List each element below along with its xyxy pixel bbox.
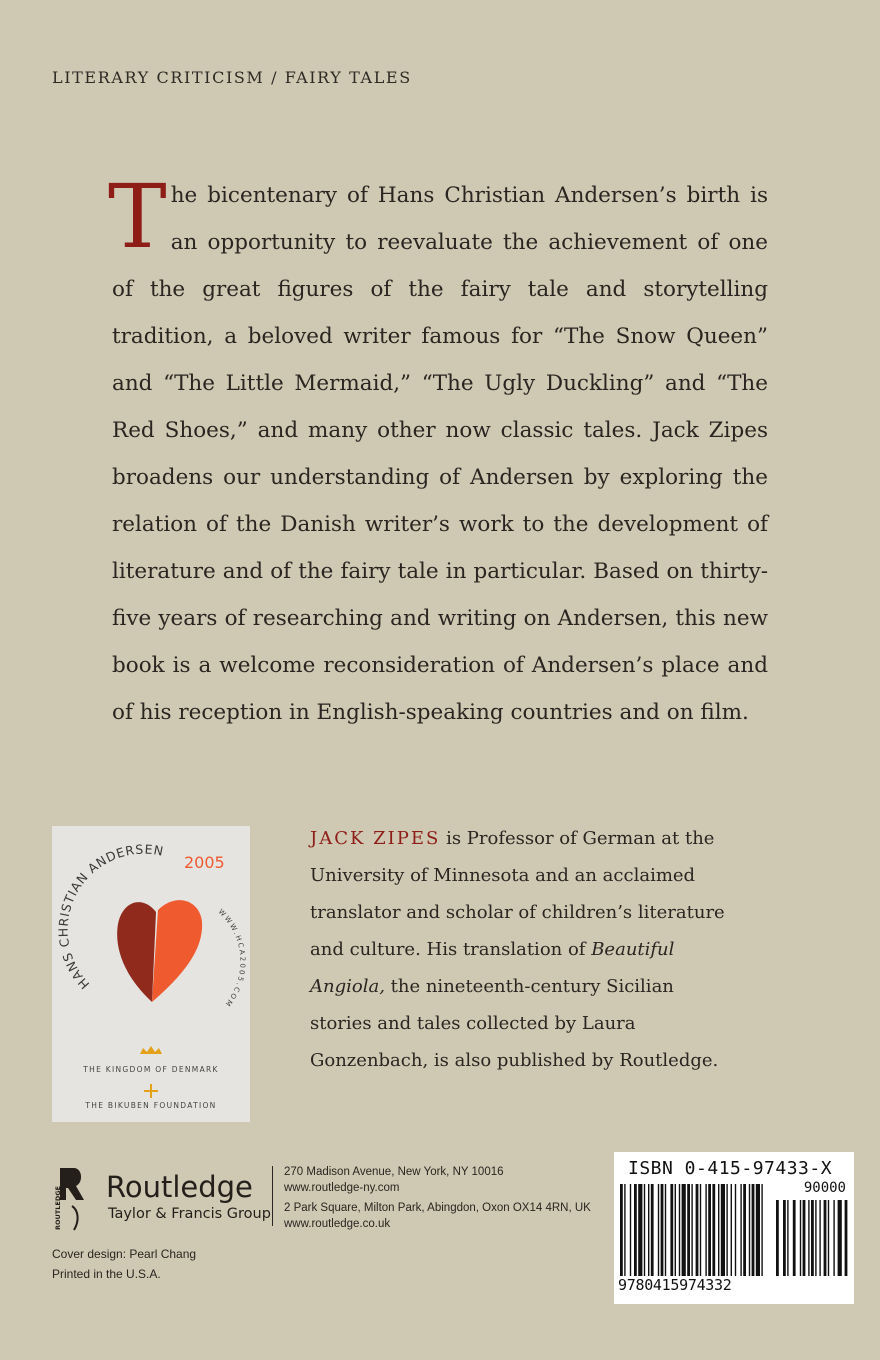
barcode-bar — [828, 1200, 829, 1276]
drop-cap: T — [108, 165, 167, 268]
bio-text-before: is Professor of German at the University of Minnesota and an acclaimed translator and scholar of children’s literature and culture. His translation of — [310, 828, 725, 960]
credits — [52, 1244, 196, 1284]
hca-2005-logo — [52, 826, 250, 1122]
bio-text — [310, 820, 730, 1079]
barcode-bar — [800, 1200, 801, 1276]
barcode-bar — [696, 1184, 699, 1276]
address-uk: 2 Park Square, Milton Park, Abingdon, Oxon OX14 4RN, UK — [284, 1202, 591, 1214]
barcode-bar — [665, 1184, 666, 1276]
crown-icon — [140, 1046, 162, 1054]
barcode-bar — [620, 1184, 623, 1276]
barcode-bar — [682, 1184, 686, 1276]
barcode-bar — [630, 1184, 631, 1276]
logo-url — [217, 908, 247, 1009]
author-name: JACK ZIPES — [310, 828, 441, 849]
barcode-bar — [808, 1200, 809, 1276]
barcode-bar — [687, 1184, 690, 1276]
logo-arc-name: HANS CHRISTIAN ANDERSEN — [55, 841, 166, 993]
isbn-label: ISBN 0-415-97433-X — [628, 1158, 833, 1179]
barcode-bar — [648, 1184, 649, 1276]
logo-line-denmark: THE KINGDOM OF DENMARK — [83, 1065, 219, 1074]
barcode-bar — [679, 1184, 680, 1276]
barcode-bar — [638, 1184, 642, 1276]
routledge-vertical-mark: ROUTLEDGE — [54, 1186, 62, 1230]
cover-design-credit: Cover design: Pearl Chang — [52, 1247, 197, 1261]
logo-line-bikuben: THE BIKUBEN FOUNDATION — [85, 1101, 217, 1110]
heart-left-half — [117, 902, 156, 1002]
barcode-bar — [761, 1184, 762, 1276]
hca-logo-graphic — [52, 826, 250, 1122]
routledge-logo-icon — [50, 1166, 86, 1232]
barcode-bar — [749, 1184, 750, 1276]
publisher-divider — [272, 1166, 273, 1226]
barcode-bar — [658, 1184, 659, 1276]
barcode-bar — [838, 1200, 842, 1276]
barcode-bar — [721, 1184, 725, 1276]
web-us: www.routledge-ny.com — [284, 1182, 400, 1194]
publisher-group: Taylor & Francis Group — [108, 1206, 271, 1222]
web-uk: www.routledge.co.uk — [284, 1218, 391, 1230]
category-label: LITERARY CRITICISM / FAIRY TALES — [52, 68, 412, 87]
barcode-bar — [783, 1200, 786, 1276]
barcode-bar — [756, 1184, 760, 1276]
barcode-bar — [735, 1184, 736, 1276]
barcode-bar — [712, 1184, 715, 1276]
barcode-bar — [824, 1200, 827, 1276]
barcode-bar — [726, 1184, 727, 1276]
barcode-bar — [743, 1184, 746, 1276]
cross-icon — [144, 1084, 158, 1098]
barcode-bar — [708, 1184, 711, 1276]
barcode-bar — [793, 1200, 796, 1276]
author-bio — [310, 820, 730, 1079]
barcode-bar — [691, 1184, 692, 1276]
isbn-barcode — [614, 1152, 854, 1304]
barcode-bar — [740, 1184, 741, 1276]
publisher-name: Routledge — [106, 1170, 253, 1204]
barcode-bar — [776, 1200, 779, 1276]
barcode-bar — [752, 1184, 755, 1276]
barcode-bar — [811, 1200, 814, 1276]
barcode-bar — [705, 1184, 706, 1276]
barcode-bar — [700, 1184, 701, 1276]
bio-text-after: the nineteenth-century Sicilian stories and tales collected by Laura Gonzenbach, is also published by Routledge. — [310, 976, 719, 1071]
barcode-bar — [815, 1200, 816, 1276]
barcode-bar — [651, 1184, 654, 1276]
barcode-bar — [661, 1184, 664, 1276]
barcode-bar — [718, 1184, 719, 1276]
publisher-block — [42, 1162, 591, 1232]
logo-url-path: WWW.HCA2005.COM — [216, 907, 247, 1009]
barcode-addon: 90000 — [803, 1180, 846, 1196]
barcode-bar — [675, 1184, 676, 1276]
barcode-bar — [833, 1200, 834, 1276]
blurb-text: he bicentenary of Hans Christian Andersen’s birth is an opportunity to reevaluate the achievement of one of the great figures of the fairy tale and storytelling tradition, a beloved writer famous for “The Snow Queen” and “The Little Mermaid,” “The Ugly Duckling” and “The Red Shoes,” and many other now classic tales. Jack Zipes broadens our understanding of Andersen by exploring the relation of the Danish writer’s work to the development of literature and of the fairy tale in particular. Based on thirty-five years of researching and writing on Andersen, this new book is a welcome reconsideration of Andersen’s place and of his reception in English-speaking countries and on film. — [112, 183, 768, 725]
address-us: 270 Madison Avenue, New York, NY 10016 — [284, 1166, 504, 1178]
barcode-bar — [644, 1184, 645, 1276]
barcode-bar — [624, 1184, 625, 1276]
barcode-bar — [634, 1184, 637, 1276]
printed-in: Printed in the U.S.A. — [52, 1267, 161, 1281]
barcode-bar — [803, 1200, 806, 1276]
ean-digits: 9780415974332 — [618, 1276, 732, 1294]
heart-right-half — [152, 900, 202, 1002]
barcode-bar — [787, 1200, 788, 1276]
publisher-addresses — [284, 1164, 614, 1232]
translated-book-title: Beautiful Angiola, — [310, 939, 675, 997]
barcode-bar — [731, 1184, 732, 1276]
description-blurb — [108, 165, 768, 736]
barcode-bar — [845, 1200, 848, 1276]
barcode-bar — [819, 1200, 820, 1276]
logo-year: 2005 — [184, 853, 225, 872]
barcode-bar — [670, 1184, 673, 1276]
